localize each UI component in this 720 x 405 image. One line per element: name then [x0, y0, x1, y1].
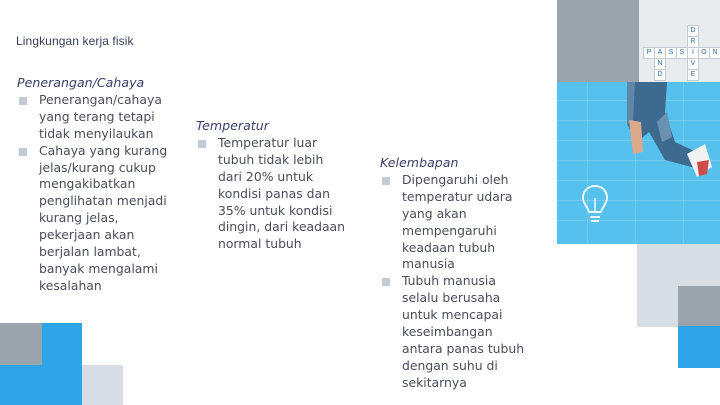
bullet-line: keadaan tubuh: [402, 239, 496, 255]
deco-block-gray: [557, 0, 639, 82]
bullet-line: yang akan: [402, 205, 467, 221]
bullet-list: [17, 92, 183, 295]
crossword-cell: O: [698, 47, 710, 59]
section-heading: Temperatur: [196, 118, 269, 133]
bullet-item: [380, 273, 545, 391]
bullet-line: berjalan lambat,: [39, 244, 141, 260]
bullet-line: selalu berusaha: [402, 290, 501, 306]
section-temperature: [196, 118, 366, 253]
bullet-line: banyak mengalami: [39, 260, 158, 276]
bullet-line: keseimbangan: [402, 324, 493, 340]
section-heading: Kelembapan: [380, 155, 459, 170]
crossword-cell: N: [654, 58, 666, 70]
bullet-line: Temperatur luar: [218, 134, 318, 150]
crossword-cell: D: [687, 25, 699, 37]
bullet-line: mengakibatkan: [39, 176, 136, 192]
bullet-line: penglihatan menjadi: [39, 193, 167, 209]
bullet-line: kurang jelas,: [39, 210, 119, 226]
crossword-cell: P: [643, 47, 655, 59]
deco-block-blue: [678, 326, 720, 368]
deco-block-gray: [0, 323, 42, 365]
bullet-line: dingin, dari keadaan: [218, 219, 345, 235]
crossword-cell: S: [676, 47, 688, 59]
crossword-cell: A: [654, 47, 666, 59]
bullet-line: jelas/kurang cukup: [39, 159, 156, 175]
bullet-line: tidak menyilaukan: [39, 125, 154, 141]
crossword-cell: S: [665, 47, 677, 59]
bullet-line: sekitarnya: [402, 374, 467, 390]
bullet-line: antara panas tubuh: [402, 340, 525, 356]
crossword-cell: I: [687, 47, 699, 59]
bullet-item: [196, 135, 366, 253]
bullet-line: Penerangan/cahaya: [39, 91, 162, 107]
crossword-cell: E: [687, 69, 699, 81]
deco-block-blue: [42, 323, 82, 405]
bullet-list: [380, 172, 545, 392]
deco-block-blue: [0, 365, 42, 405]
bullet-line: yang terang tetapi: [39, 108, 155, 124]
section-humidity: [380, 155, 545, 392]
section-lighting: [17, 75, 183, 295]
section-heading: Penerangan/Cahaya: [17, 75, 145, 90]
bullet-line: mempengaruhi: [402, 222, 497, 238]
bullet-line: Tubuh manusia: [402, 273, 496, 289]
bullet-line: dengan suhu di: [402, 357, 498, 373]
crossword-cell: V: [687, 58, 699, 70]
photo-jumping-person: [557, 82, 720, 244]
bullet-item: [380, 172, 545, 273]
crossword-cell: N: [709, 47, 720, 59]
bullet-line: tubuh tidak lebih: [218, 151, 324, 167]
bullet-line: normal tubuh: [218, 236, 302, 252]
bullet-line: manusia: [402, 256, 455, 272]
bullet-line: 35% untuk kondisi: [218, 202, 333, 218]
bullet-line: Dipengaruhi oleh: [402, 171, 509, 187]
bullet-line: dari 20% untuk: [218, 168, 314, 184]
bullet-line: kondisi panas dan: [218, 185, 330, 201]
bullet-item: [17, 143, 183, 295]
bullet-line: untuk mencapai: [402, 307, 503, 323]
bullet-line: temperatur udara: [402, 188, 513, 204]
bullet-item: [17, 92, 183, 143]
bullet-line: kesalahan: [39, 277, 102, 293]
lightbulb-icon: [581, 184, 609, 226]
crossword-cell: D: [654, 69, 666, 81]
bullet-list: [196, 135, 366, 253]
bullet-line: Cahaya yang kurang: [39, 142, 168, 158]
deco-block-gray: [678, 286, 720, 326]
bullet-line: pekerjaan akan: [39, 227, 135, 243]
deco-block-light: [639, 0, 720, 82]
crossword-cell: R: [687, 36, 699, 48]
slide-title: Lingkungan kerja fisik: [16, 34, 134, 48]
deco-block-light: [82, 365, 123, 405]
